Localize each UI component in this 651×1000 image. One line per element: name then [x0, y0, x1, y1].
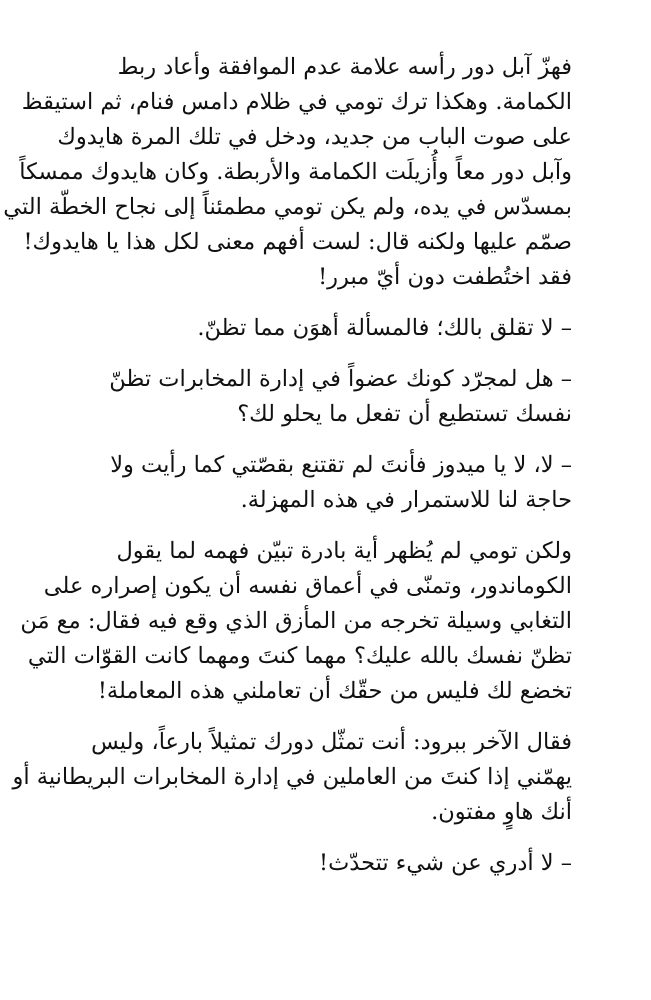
paragraph-3	[66, 362, 596, 432]
paragraph-gap	[66, 518, 596, 534]
text-line: الكمامة. وهكذا ترك تومي في ظلام دامس فنام، ثم استيقظ	[21, 89, 572, 115]
book-page	[3, 50, 596, 881]
text-line: تخضع لك فليس من حقّك أن تعاملني هذه المعاملة!	[97, 678, 572, 704]
paragraph-1	[3, 50, 596, 295]
text-line: نفسك تستطيع أن تفعل ما يحلو لك؟	[237, 401, 572, 427]
text-line: – لا تقلق بالك؛ فالمسألة أهوَن مما تظنّ.	[197, 315, 572, 341]
paragraph-7	[66, 846, 596, 881]
paragraph-gap	[66, 830, 596, 846]
paragraph-6	[12, 725, 596, 830]
text-line: تظنّ نفسك بالله عليك؟ مهما كنتَ ومهما كانت القوّات التي	[27, 643, 572, 669]
text-line: صمّم عليها ولكنه قال: لست أفهم معنى لكل هذا يا هايدوك!	[23, 229, 572, 255]
text-line: يهمّني إذا كنتَ من العاملين في إدارة المخابرات البريطانية أو	[12, 764, 572, 790]
text-line: بمسدّس في يده، ولم يكن تومي مطمئناً إلى نجاح الخطّة التي	[3, 194, 572, 220]
paragraph-2	[66, 311, 596, 346]
text-line: التغابي وسيلة تخرجه من المأزق الذي وقع فيه فقال: مع مَن	[20, 608, 572, 634]
text-line: فقد اختُطفت دون أيّ مبرر!	[318, 264, 572, 290]
paragraph-gap	[66, 709, 596, 725]
text-line: وآبل دور معاً وأُزيلَت الكمامة والأربطة. وكان هايدوك ممسكاً	[19, 159, 572, 185]
text-line: فهزّ آبل دور رأسه علامة عدم الموافقة وأعاد ربط	[117, 54, 572, 80]
text-line: – هل لمجرّد كونك عضواً في إدارة المخابرات تظنّ	[109, 366, 572, 392]
paragraph-5	[20, 534, 596, 709]
text-line: – لا أدري عن شيء تتحدّث!	[319, 850, 572, 876]
text-line: الكوماندور، وتمنّى في أعماق نفسه أن يكون إصراره على	[43, 573, 572, 599]
paragraph-4	[66, 448, 596, 518]
paragraph-gap	[66, 346, 596, 362]
text-line: حاجة لنا للاستمرار في هذه المهزلة.	[240, 487, 572, 513]
text-line: فقال الآخر ببرود: أنت تمثّل دورك تمثيلاً بارعاً، وليس	[91, 729, 572, 755]
text-line: – لا، لا يا ميدوز فأنتَ لم تقتنع بقصّتي كما رأيت ولا	[110, 452, 572, 478]
paragraph-gap	[66, 432, 596, 448]
paragraph-gap	[66, 295, 596, 311]
text-line: ولكن تومي لم يُظهر أية بادرة تبيّن فهمه لما يقول	[116, 538, 572, 564]
text-line: أنك هاوٍ مفتون.	[431, 799, 572, 825]
text-line: على صوت الباب من جديد، ودخل في تلك المرة هايدوك	[57, 124, 572, 150]
